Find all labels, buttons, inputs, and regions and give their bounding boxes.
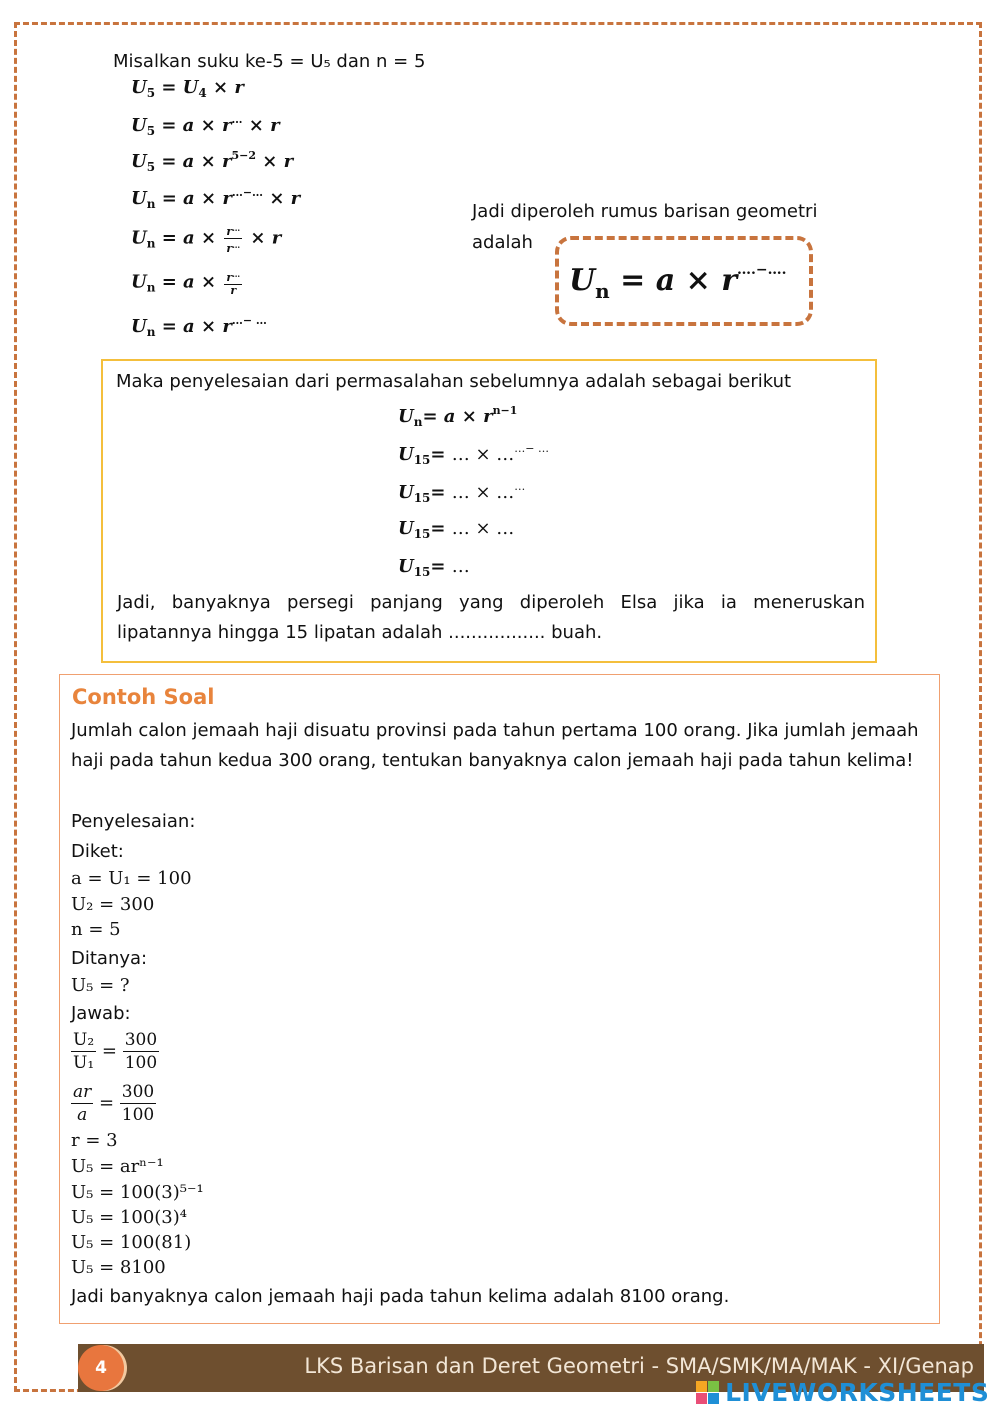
solution-box bbox=[101, 359, 877, 663]
given-u2: U₂ = 300 bbox=[71, 894, 155, 915]
formula-box bbox=[555, 236, 813, 326]
example-conclusion: Jadi banyaknya calon jemaah haji pada tahun kelima adalah 8100 orang. bbox=[71, 1286, 730, 1307]
derivation-step-6: $U_n = a$ × $\frac{r^\dots}{r}$ bbox=[131, 269, 241, 297]
solution-step-5: $U_{15}=$ … bbox=[398, 556, 470, 579]
derivation-step-7: $U_n = a \times r^{\dots- \dots}$ bbox=[131, 314, 267, 339]
answer-step-result: U₅ = 8100 bbox=[71, 1257, 166, 1278]
asked-value: U₅ = ? bbox=[71, 975, 130, 996]
solution-step-4: $U_{15}=$ … × … bbox=[398, 518, 515, 541]
solution-intro: Maka penyelesaian dari permasalahan sebelumnya adalah sebagai berikut bbox=[116, 371, 792, 392]
solution-label: Penyelesaian: bbox=[71, 811, 196, 832]
solution-step-3: $U_{15}=$ … × …… bbox=[398, 480, 526, 505]
answer-step-power: U₅ = 100(3)⁴ bbox=[71, 1207, 187, 1228]
given-n: n = 5 bbox=[71, 919, 121, 940]
general-formula: $U_n = a \times r^{\dots.-\dots.}$ bbox=[569, 262, 787, 303]
example-box bbox=[59, 674, 940, 1324]
derivation-step-3: $U_5 = a \times r^{5-2} \times r$ bbox=[131, 149, 294, 174]
ratio-fraction-1: $\frac{\text{U₂}}{\text{U₁}}$ = $\frac{300}{100}$ bbox=[73, 1030, 158, 1073]
conclusion-line-2: adalah bbox=[472, 232, 533, 253]
example-title: Contoh Soal bbox=[72, 685, 215, 709]
answer-step-substitute: U₅ = 100(3)⁵⁻¹ bbox=[71, 1182, 204, 1203]
given-label: Diket: bbox=[71, 841, 124, 862]
conclusion-line-1: Jadi diperoleh rumus barisan geometri bbox=[472, 201, 818, 222]
answer-step-evaluate: U₅ = 100(81) bbox=[71, 1232, 192, 1253]
answer-step-formula: U₅ = arⁿ⁻¹ bbox=[71, 1156, 164, 1177]
liveworksheets-logo-icon bbox=[696, 1381, 720, 1405]
derivation-step-4: $U_n = a \times r^{\dots-\dots} \times r$ bbox=[131, 186, 301, 211]
derivation-step-1: $U_5 = U_4 \times r$ bbox=[131, 77, 244, 100]
ratio-fraction-2: $\frac{ar}{a}$ = $\frac{300}{100}$ bbox=[73, 1082, 155, 1125]
liveworksheets-watermark bbox=[696, 1378, 989, 1407]
given-a: a = U₁ = 100 bbox=[71, 868, 192, 889]
example-problem: Jumlah calon jemaah haji disuatu provinsi pada tahun pertama 100 orang. Jika jumlah jemaah haji pada tahun kedua 300 orang, tentukan banyaknya calon jemaah haji pada tahun kelima! bbox=[71, 720, 919, 771]
footer-title: LKS Barisan dan Deret Geometri - SMA/SMK/MA/MAK - XI/Genap bbox=[304, 1354, 974, 1378]
derivation-intro: Misalkan suku ke-5 = U₅ dan n = 5 bbox=[113, 51, 426, 72]
solution-step-2: $U_{15}=$ … × ……− … bbox=[398, 442, 550, 467]
asked-label: Ditanya: bbox=[71, 948, 148, 969]
solution-step-1: $U_n= a \times r^{n-1}$ bbox=[398, 404, 518, 429]
solution-conclusion: Jadi, banyaknya persegi panjang yang diperoleh Elsa jika ia meneruskan lipatannya hingga 15 lipatan adalah ................. buah. bbox=[117, 592, 865, 643]
derivation-step-5: $U_n = a$ × $\frac{r^\dots}{r^\dots}$ × r bbox=[131, 223, 282, 255]
answer-step-r: r = 3 bbox=[71, 1130, 118, 1151]
liveworksheets-text: LIVEWORKSHEETS bbox=[725, 1378, 990, 1407]
answer-label: Jawab: bbox=[71, 1003, 131, 1024]
derivation-step-2: $U_5 = a \times r^\dots \times r$ bbox=[131, 113, 280, 138]
page-number: 4 bbox=[78, 1345, 124, 1391]
